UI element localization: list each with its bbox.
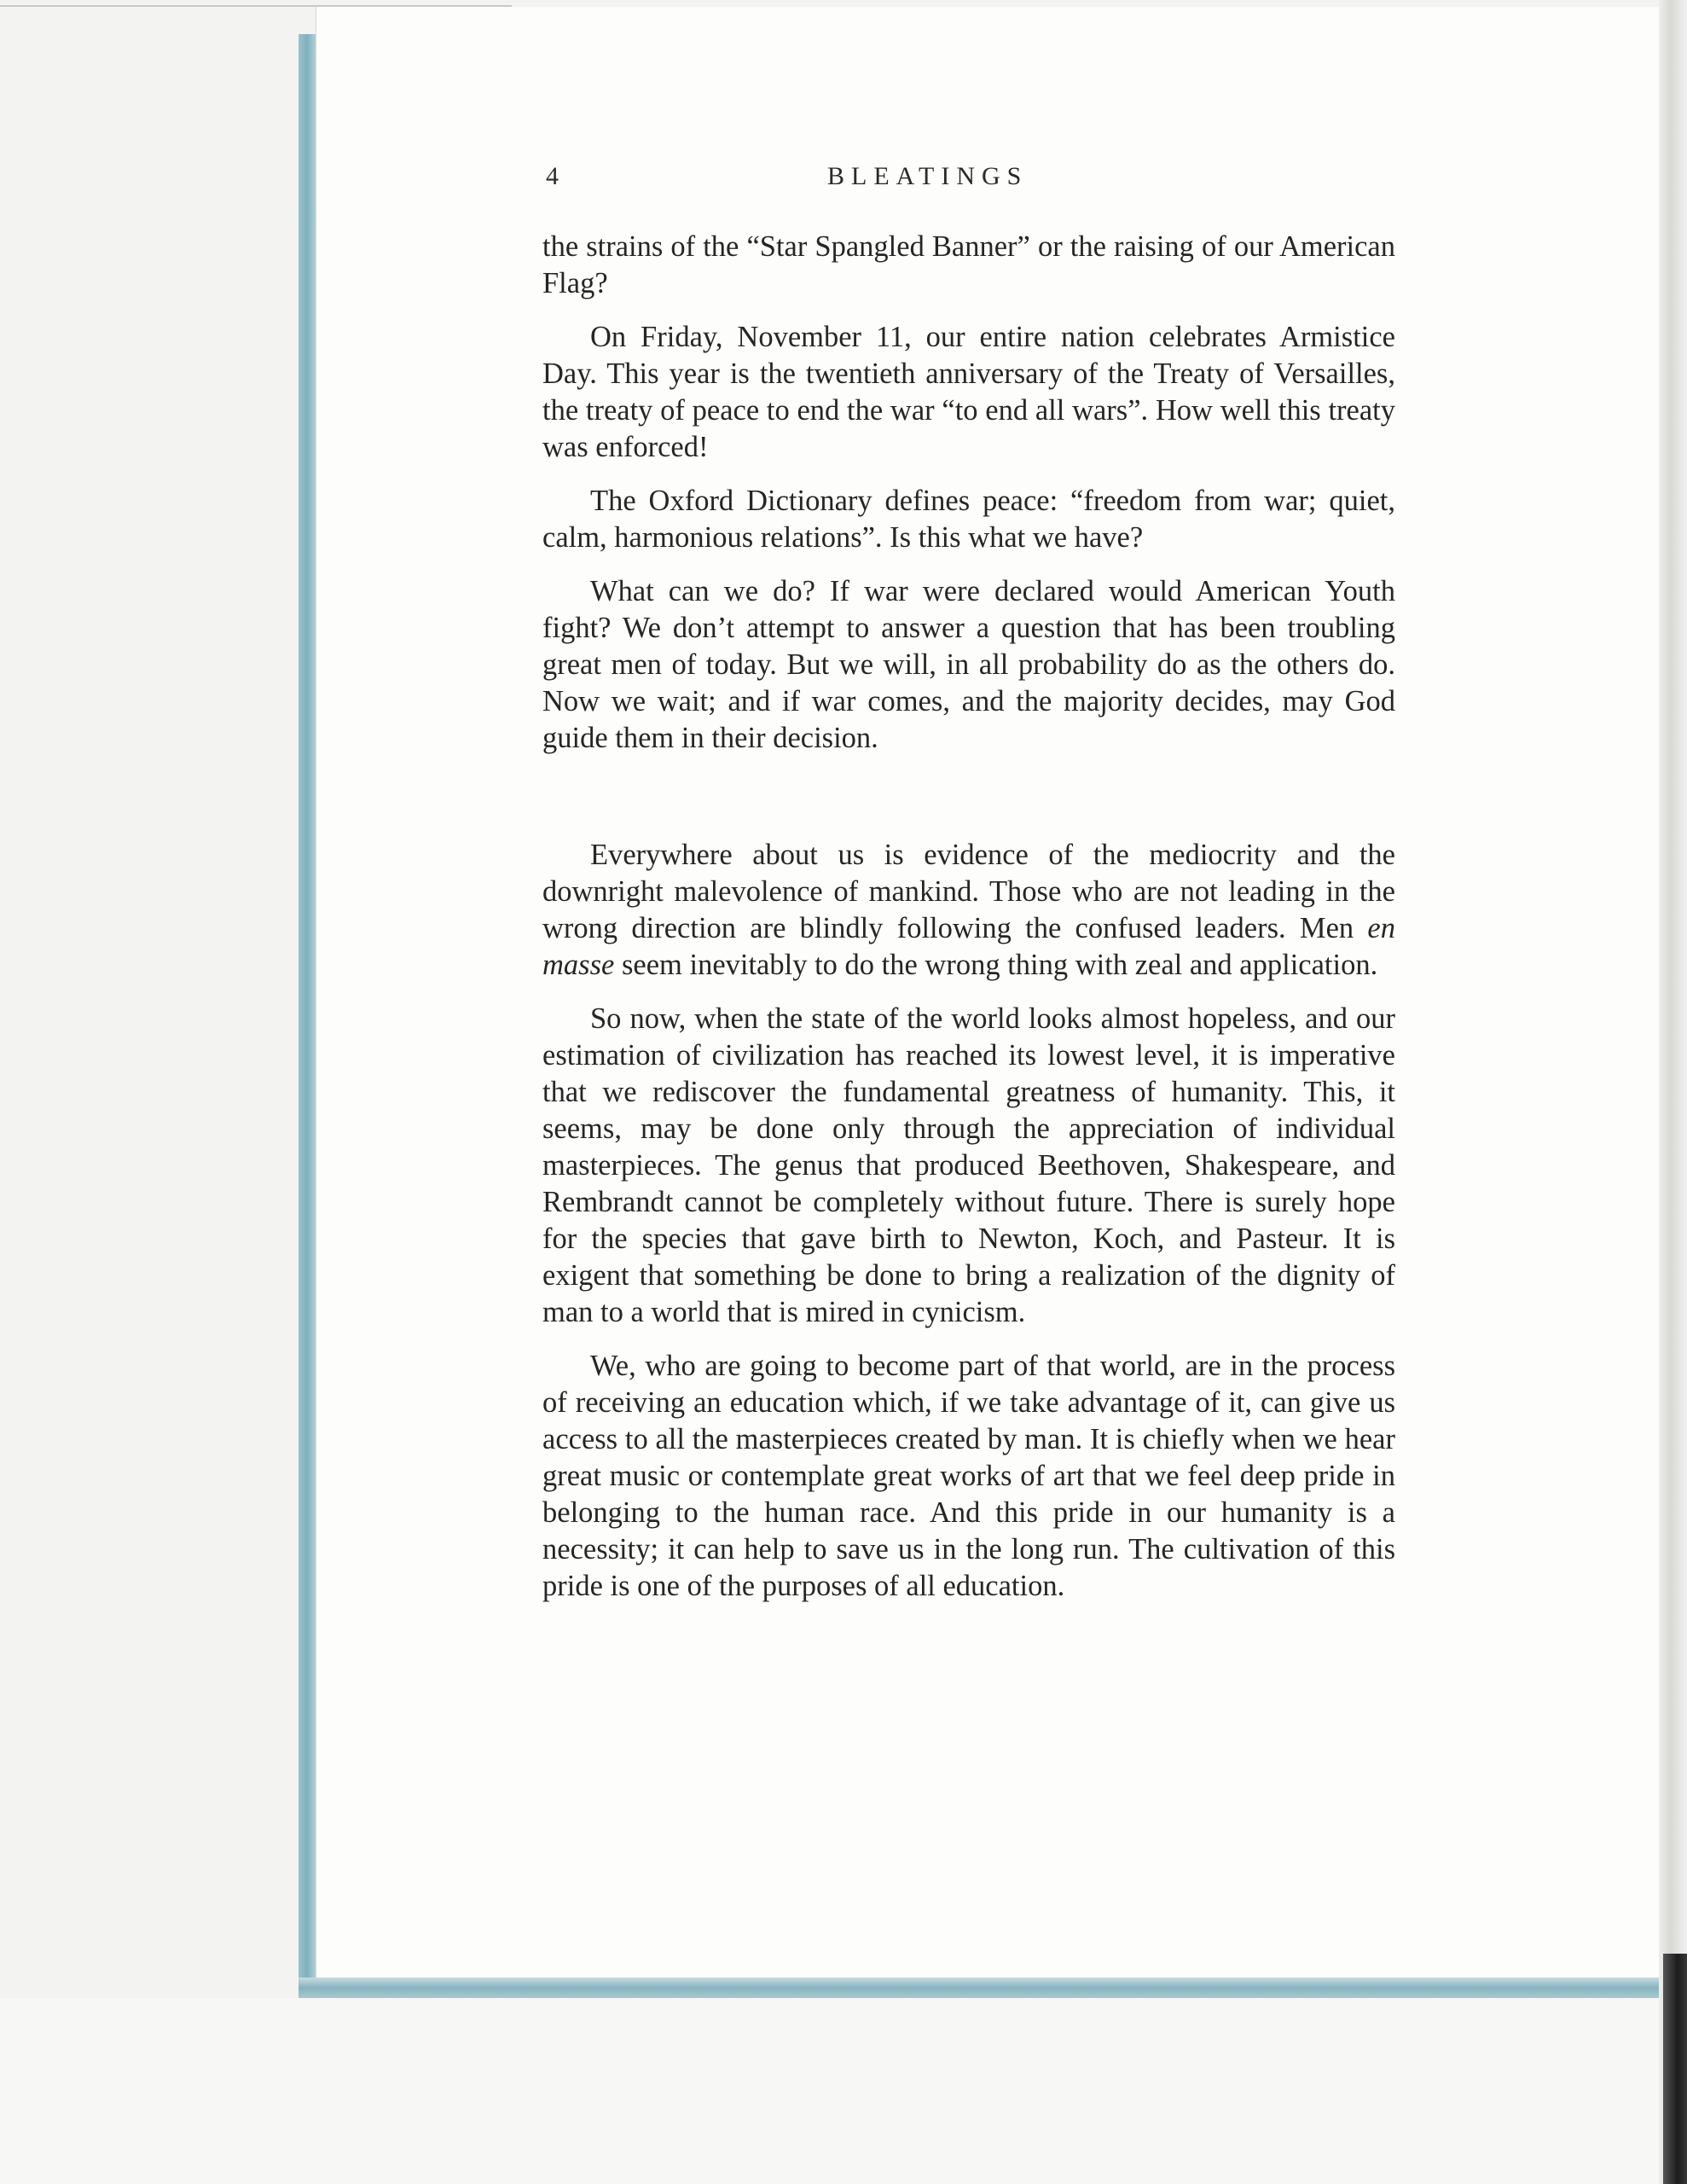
book-binding — [1659, 0, 1687, 2184]
page-header — [546, 162, 1399, 196]
paragraph-definition-of-peace: The Oxford Dictionary defines peace: “freedom from war; quiet, calm, harmonious relations”. Is this what we have? — [542, 485, 1395, 554]
page-number: 4 — [546, 162, 559, 190]
paragraph-what-can-we-do: What can we do? If war were declared would American Youth fight? We don’t attempt to answer a question that has been troubling great men of today. But we will, in all probability do as the others do. Now we wait; and if war comes, and the majority decides, may God guide them in their decision. — [542, 575, 1395, 754]
running-title: BLEATINGS — [827, 162, 1029, 190]
body-text — [542, 229, 1395, 1622]
paragraph-armistice-day: On Friday, November 11, our entire nation celebrates Armistice Day. This year is the twentieth anniversary of the Treaty of Versailles, the treaty of peace to end the war “to end all wars”. How well this treaty was enforced! — [542, 321, 1395, 463]
italic-phrase: en masse — [542, 912, 1395, 981]
paragraph-continued: the strains of the “Star Spangled Banner” or the raising of our American Flag? — [542, 230, 1395, 299]
book-cover-edge-left — [299, 34, 317, 1988]
paragraph-mediocrity — [542, 837, 1395, 984]
paragraph-greatness-of-humanity: So now, when the state of the world looks almost hopeless, and our estimation of civilization has reached its lowest level, it is imperative that we rediscover the fundamental greatness of humanity. This, it seems, may be done only through the appreciation of individual masterpieces. The genus that produced Beethoven, Shakespeare, and Rembrandt cannot be completely without future. There is surely hope for the species that gave birth to Newton, Koch, and Pasteur. It is exigent that something be done to bring a realization of the dignity of man to a world that is mired in cynicism. — [542, 1002, 1395, 1328]
paragraph-education: We, who are going to become part of that world, are in the process of receiving an education which, if we take advantage of it, can give us access to all the masterpieces created by man. It is chiefly when we hear great music or contemplate great works of art that we feel deep pride in belonging to the human race. And this pride in our humanity is a necessity; it can help to save us in the long run. The cultivation of this pride is one of the purposes of all education. — [542, 1350, 1395, 1602]
paragraph-text: Everywhere about us is evidence of the mediocrity and the downright malevolence of mankind. Those who are not leading in the wrong direction are blindly following the confused leaders. Men — [542, 839, 1395, 944]
paragraph-text: seem inevitably to do the wrong thing with zeal and application. — [614, 949, 1378, 981]
binding-shadow — [1663, 1954, 1687, 2184]
book-cover-edge-bottom — [299, 1978, 1672, 1998]
scan-bottom-margin — [0, 1998, 1663, 2184]
